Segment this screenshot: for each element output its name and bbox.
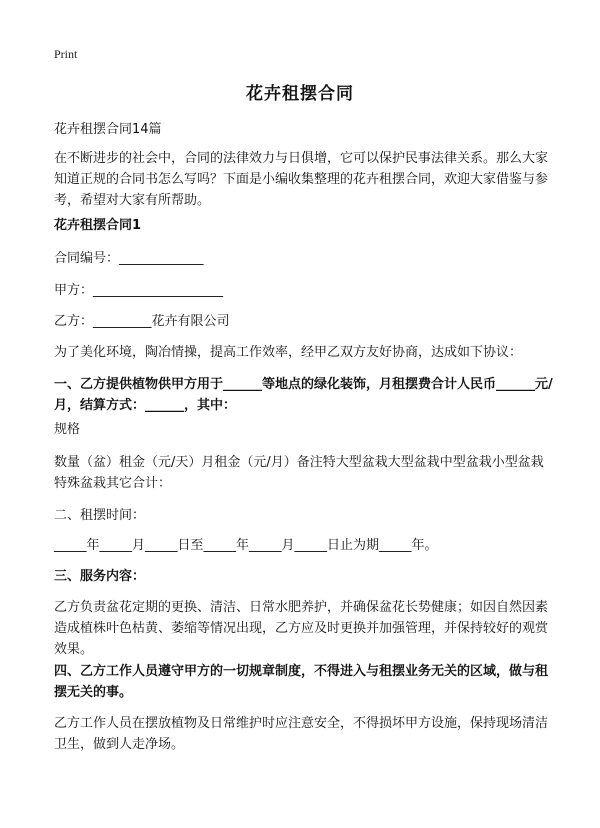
- party-a-line: 甲方：____________________: [54, 283, 224, 298]
- party-b-line: 乙方：_________花卉有限公司: [54, 314, 230, 329]
- service-paragraph: 乙方负责盆花定期的更换、清洁、日常水肥养护，并确保盆花长势健康；如因自然因素造成植株叶色枯黄、萎缩等情况出现，乙方应及时更换并加强管理，并保持较好的观赏效果。: [54, 600, 549, 657]
- subtitle: 花卉租摆合同14篇: [54, 122, 162, 137]
- print-link[interactable]: Print: [54, 47, 78, 61]
- document-title: 花卉租摆合同: [246, 84, 354, 104]
- spec-label: 规格: [54, 422, 81, 437]
- intro-paragraph: 在不断进步的社会中，合同的法律效力与日俱增，它可以保护民事法律关系。那么大家知道正规的合同书怎么写吗？下面是小编收集整理的花卉租摆合同，欢迎大家借鉴与参考，希望对大家有所帮助。: [54, 151, 549, 208]
- contract-heading: 花卉租摆合同1: [54, 218, 142, 233]
- clause-1: 一、乙方提供植物供甲方用于______等地点的绿化装饰，月租摆费合计人民币______元/月，结算方式：______，其中：: [54, 377, 553, 413]
- rental-period-line: _____年_____月_____日至_____年_____月_____日止为期_____年。: [54, 538, 438, 553]
- clause-4: 四、乙方工作人员遵守甲方的一切规章制度，不得进入与租摆业务无关的区域，做与租摆无关的事。: [54, 664, 549, 700]
- clause-2: 二、租摆时间：: [54, 508, 146, 523]
- clause-3: 三、服务内容：: [54, 569, 146, 584]
- preamble: 为了美化环境，陶冶情操，提高工作效率，经甲乙双方友好协商，达成如下协议：: [54, 345, 523, 360]
- staff-paragraph: 乙方工作人员在摆放植物及日常维护时应注意安全，不得损坏甲方设施，保持现场清洁卫生，做到人走净场。: [54, 716, 549, 752]
- contract-number-line: 合同编号：_____________: [54, 251, 204, 266]
- rental-table-line: 数量（盆）租金（元/天）月租金（元/月）备注特大型盆栽大型盆栽中型盆栽小型盆栽特殊盆栽其它合计：: [54, 455, 544, 491]
